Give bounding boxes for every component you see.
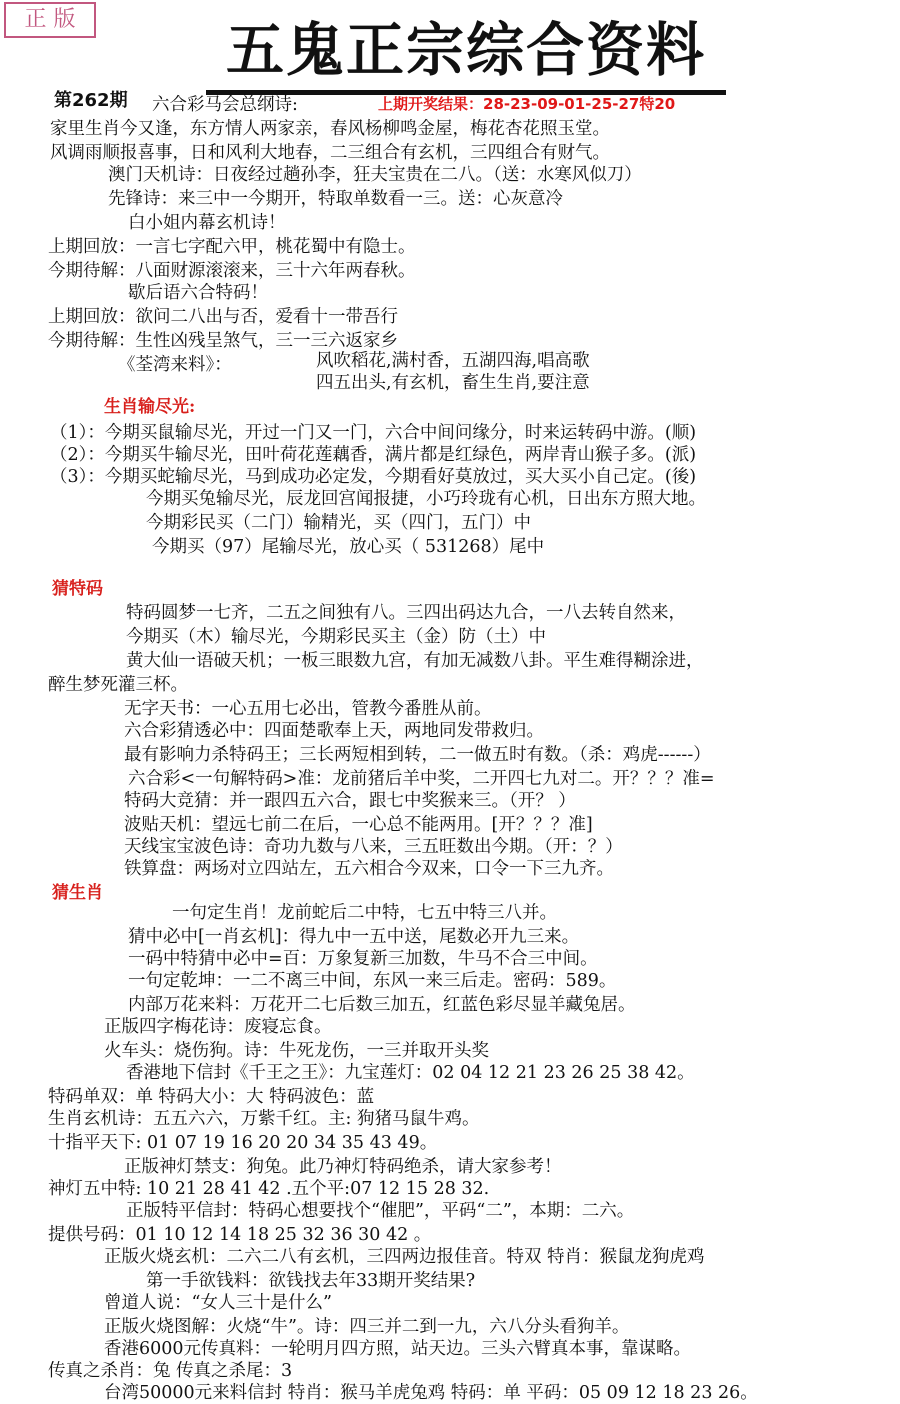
text-line: 火车头：烧伤狗。诗：牛死龙伤，一三并取开头奖 [104, 1041, 489, 1061]
text-line: 上期回放：一言七字配六甲，桃花蜀中有隐士。 [48, 237, 416, 257]
section-guess-zodiac: 猜生肖 [52, 883, 103, 903]
text-line: 十指平天下: 01 07 19 16 20 20 34 35 43 49。 [48, 1133, 438, 1153]
text-line: 今期买（97）尾输尽光，放心买（ 531268）尾中 [152, 537, 545, 557]
text-line: 铁算盘：两场对立四站左，五六相合今双来，口令一下三九齐。 [124, 859, 614, 879]
text-line: 六合彩马会总纲诗: [152, 95, 298, 115]
text-line: 六合彩猜透必中：四面楚歌奉上天，两地同发带救归。 [124, 721, 544, 741]
text-line: 一句定生肖！龙前蛇后二中特，七五中特三八并。 [172, 903, 557, 923]
page-title: 五鬼正宗综合资料 [206, 18, 726, 95]
text-line: 风调雨顺报喜事，日和风利大地春，二三组合有玄机，三四组合有财气。 [50, 143, 610, 163]
text-line: 第一手欲钱料：欲钱找去年33期开奖结果? [146, 1271, 476, 1291]
text-line: （2）：今期买牛输尽光，田叶荷花莲藕香，满片都是红绿色，两岸青山猴子多。(派) [50, 445, 697, 465]
text-line: 一码中特猜中必中=百：万象复新三加数，牛马不合三中间。 [128, 949, 598, 969]
text-line: 白小姐内幕玄机诗！ [128, 213, 286, 233]
text-line: 提供号码：01 10 12 14 18 25 32 36 30 42 。 [48, 1225, 432, 1245]
text-line: 家里生肖今又逢，东方情人两家亲，春风杨柳鸣金屋，梅花杏花照玉堂。 [50, 119, 610, 139]
text-line: 上期回放：欲问二八出与否，爱看十一带吾行 [48, 307, 398, 327]
text-line: 神灯五中特: 10 21 28 41 42 .五个平:07 12 15 28 32. [48, 1179, 490, 1199]
text-line: 正版火烧图解：火烧“牛”。诗：四三并二到一九，六八分头看狗羊。 [104, 1317, 630, 1337]
text-line: 生肖玄机诗：五五六六，万紫千红。主: 狗猪马鼠牛鸡。 [48, 1109, 480, 1129]
text-line: 风吹稻花,满村香，五湖四海,唱高歌 [316, 351, 590, 371]
text-line: 特码圆梦一七齐，二五之间独有八。三四出码达九合，一八去转自然来， [126, 603, 686, 623]
text-line: 正版特平信封：特码心想要找个“催肥”，平码“二”，本期：二六。 [126, 1201, 635, 1221]
section-zodiac-lose: 生肖输尽光: [104, 397, 196, 417]
text-line: 特码大竞猜：并一跟四五六合，跟七中奖猴来三。（开？ ） [124, 791, 576, 811]
text-line: 今期待解：八面财源滚滚来，三十六年两春秋。 [48, 261, 416, 281]
text-line: 曾道人说：“女人三十是什么” [104, 1293, 332, 1313]
text-line: 无字天书：一心五用七必出，管教今番胜从前。 [124, 699, 492, 719]
text-line: 今期买（木）输尽光，今期彩民买主（金）防（土）中 [126, 627, 546, 647]
text-line: 今期买兔输尽光，辰龙回宫闻报捷，小巧玲珑有心机，日出东方照大地。 [146, 489, 706, 509]
text-line: 天线宝宝波色诗：奇功九数与八来，三五旺数出今期。（开：？） [124, 837, 623, 857]
text-line: 六合彩<一句解特码>准：龙前猪后羊中奖，二开四七九对二。开？？？准= [128, 769, 715, 789]
text-line: 台湾50000元来料信封 特肖：猴马羊虎兔鸡 特码：单 平码：05 09 12 18 23 26。 [104, 1383, 758, 1403]
text-line: 四五出头,有玄机，畜生生肖,要注意 [316, 373, 590, 393]
text-line: 醉生梦死灌三杯。 [48, 675, 188, 695]
text-line: 一句定乾坤：一二不离三中间，东风一来三后走。密码：589。 [128, 971, 617, 991]
text-line: 特码单双：单 特码大小：大 特码波色：蓝 [48, 1087, 375, 1107]
issue-number: 第262期 [54, 90, 128, 111]
text-line: 香港6000元传真料：一轮明月四方照，站天边。三头六臂真本事，靠谋略。 [104, 1339, 692, 1359]
text-line: 先锋诗：来三中一今期开，特取单数看一三。送：心灰意冷 [108, 189, 563, 209]
text-line: 正版神灯禁支：狗兔。此乃神灯特码绝杀，请大家参考！ [124, 1157, 562, 1177]
edition-stamp: 正 版 [4, 2, 96, 38]
last-draw-result: 上期开奖结果：28-23-09-01-25-27特20 [378, 95, 676, 113]
text-line: 香港地下信封《千王之王》：九宝莲灯：02 04 12 21 23 26 25 38 42。 [126, 1063, 695, 1083]
text-line: 猜中必中[一肖玄机]：得九中一五中送，尾数必开九三来。 [128, 927, 580, 947]
text-line: 波贴天机：望远七前二在后，一心总不能两用。[开？？？准] [124, 815, 593, 835]
text-line: 正版四字梅花诗：废寝忘食。 [104, 1017, 332, 1037]
text-line: 今期彩民买（二门）输精光，买（四门，五门）中 [146, 513, 531, 533]
text-line: （1）：今期买鼠输尽光，开过一门又一门，六合中间问缘分，时来运转码中游。(顺) [50, 423, 697, 443]
text-line: 内部万花来料：万花开二七后数三加五，红蓝色彩尽显羊藏兔居。 [128, 995, 636, 1015]
text-line: 今期待解：生性凶残呈煞气，三一三六返家乡 [48, 331, 398, 351]
text-line: 《荃湾来料》： [118, 355, 232, 375]
section-guess-special: 猜特码 [52, 579, 103, 599]
text-line: 黄大仙一语破天机；一板三眼数九宫，有加无减数八卦。平生难得糊涂进， [126, 651, 704, 671]
text-line: （3）：今期买蛇输尽光，马到成功必定发，今期看好莫放过，买大买小自己定。(後) [50, 467, 697, 487]
text-line: 传真之杀肖：兔 传真之杀尾：3 [48, 1361, 293, 1381]
text-line: 澳门天机诗：日夜经过趟孙李，狂夫宝贵在二八。（送：水寒风似刀） [108, 165, 642, 185]
text-line: 正版火烧玄机：二六二八有玄机，三四两边报佳音。特双 特肖：猴鼠龙狗虎鸡 [104, 1247, 705, 1267]
text-line: 歇后语六合特码！ [128, 283, 268, 303]
text-line: 最有影响力杀特码王；三长两短相到转，二一做五时有数。（杀：鸡虎------） [124, 745, 711, 765]
